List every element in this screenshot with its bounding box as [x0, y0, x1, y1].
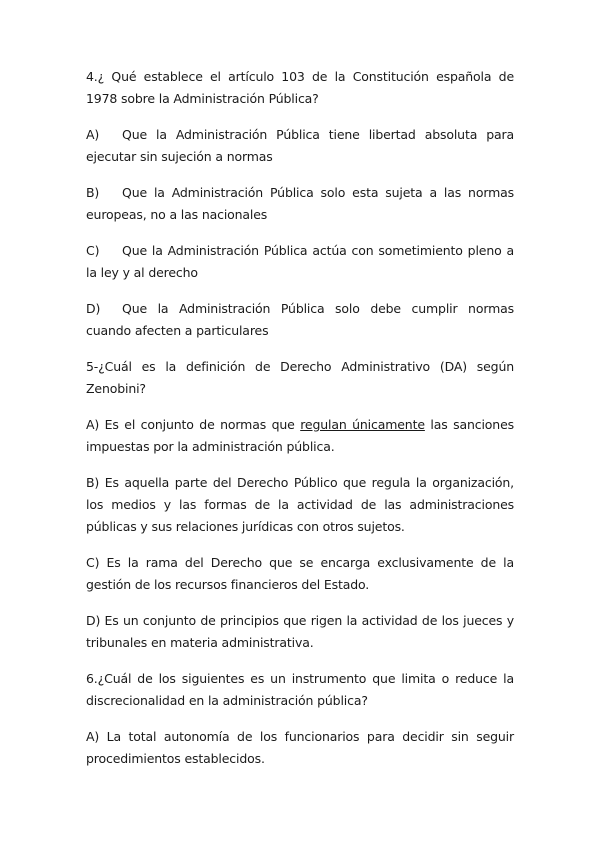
option-text: Que la Administración Pública solo debe cumplir normas cuando afecten a particulares: [86, 301, 514, 338]
question-6-option-a: A) La total autonomía de los funcionarios para decidir sin seguir procedimientos establecidos.: [86, 729, 514, 766]
option-text: Que la Administración Pública actúa con sometimiento pleno a la ley y al derecho: [86, 243, 514, 280]
question-4-option-b: [86, 182, 514, 226]
question-5-option-c: C) Es la rama del Derecho que se encarga exclusivamente de la gestión de los recursos financieros del Estado.: [86, 555, 514, 592]
question-4-option-a: [86, 124, 514, 168]
question-6-stem: 6.¿Cuál de los siguientes es un instrumento que limita o reduce la discrecionalidad en la administración pública?: [86, 671, 514, 708]
option-letter: C): [86, 243, 100, 258]
option-letter: A): [86, 127, 100, 142]
question-4-option-d: [86, 298, 514, 342]
option-text-pre: A) Es el conjunto de normas que: [86, 417, 301, 432]
option-letter: D): [86, 301, 101, 316]
question-5-option-b: B) Es aquella parte del Derecho Público que regula la organización, los medios y las formas de la actividad de las administraciones públicas y sus relaciones jurídicas con otros sujetos.: [86, 475, 514, 534]
option-text: Que la Administración Pública tiene libertad absoluta para ejecutar sin sujeción a normas: [86, 127, 514, 164]
option-letter: B): [86, 185, 100, 200]
option-text: Que la Administración Pública solo esta sujeta a las normas europeas, no a las nacionales: [86, 185, 514, 222]
document-page: [86, 66, 514, 784]
question-5-stem: 5-¿Cuál es la definición de Derecho Administrativo (DA) según Zenobini?: [86, 359, 514, 396]
question-5-option-d: D) Es un conjunto de principios que rigen la actividad de los jueces y tribunales en materia administrativa.: [86, 613, 514, 650]
question-4-stem: 4.¿ Qué establece el artículo 103 de la Constitución española de 1978 sobre la Administración Pública?: [86, 69, 514, 106]
option-text-post: las sanciones impuestas por la administración pública.: [86, 417, 514, 454]
option-text-underlined: regulan únicamente: [300, 417, 425, 432]
question-4-option-c: [86, 240, 514, 284]
question-5-option-a: [86, 414, 514, 458]
